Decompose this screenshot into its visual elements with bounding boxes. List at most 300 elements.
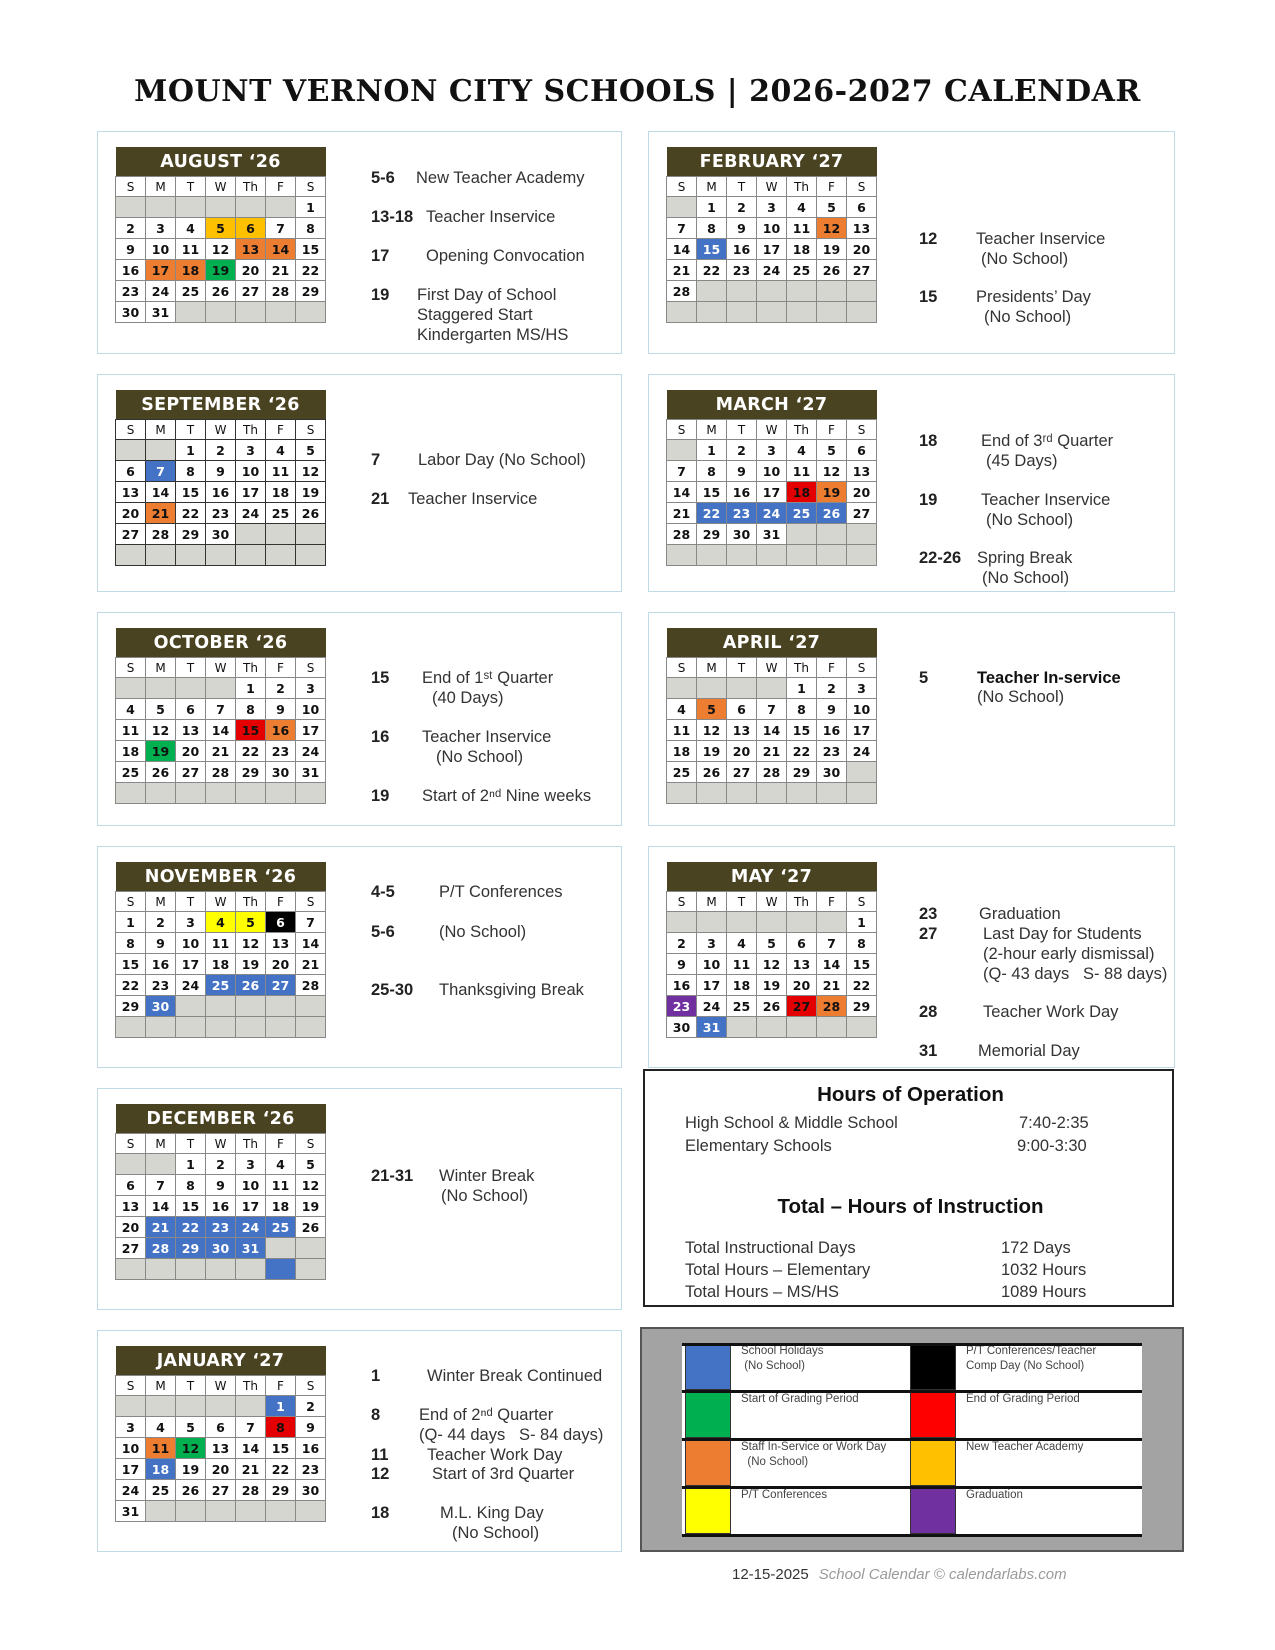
day-cell: 28 <box>146 524 176 545</box>
day-cell <box>697 281 727 302</box>
legend-label: Staff In-Service or Work Day (No School) <box>741 1441 887 1468</box>
day-cell: 21 <box>266 260 296 281</box>
event-description: (Q- 44 days S- 84 days) <box>419 1426 604 1444</box>
weekday-header: S <box>667 658 697 678</box>
day-cell: 3 <box>757 440 787 461</box>
day-cell: 2 <box>727 440 757 461</box>
weekday-header: T <box>176 177 206 197</box>
weekday-header: S <box>667 892 697 912</box>
weekday-header: W <box>757 658 787 678</box>
event-date: 5 <box>919 669 929 687</box>
event-date: 18 <box>919 432 938 450</box>
day-cell: 19 <box>296 1196 326 1217</box>
event-description: Graduation <box>979 905 1061 923</box>
hours-of-operation-box <box>643 1069 1174 1307</box>
totals-label: Total Hours – Elementary <box>685 1261 871 1279</box>
legend-swatch <box>685 1488 731 1534</box>
event-description: First Day of School <box>417 286 557 304</box>
day-cell <box>296 1017 326 1038</box>
day-cell: 4 <box>787 440 817 461</box>
event-date: 16 <box>371 728 390 746</box>
day-cell <box>296 996 326 1017</box>
day-cell: 3 <box>116 1417 146 1438</box>
day-cell <box>266 524 296 545</box>
day-cell: 5 <box>146 699 176 720</box>
day-cell: 13 <box>116 482 146 503</box>
day-cell: 29 <box>266 1480 296 1501</box>
day-cell: 23 <box>146 975 176 996</box>
day-cell: 14 <box>266 239 296 260</box>
day-cell: 1 <box>116 912 146 933</box>
event-description: (45 Days) <box>986 452 1058 470</box>
day-cell <box>266 1259 296 1280</box>
event-date: 19 <box>371 787 390 805</box>
day-cell: 4 <box>176 218 206 239</box>
day-cell: 30 <box>266 762 296 783</box>
event-description: Teacher Work Day <box>983 1003 1119 1021</box>
day-cell: 19 <box>757 975 787 996</box>
day-cell: 26 <box>697 762 727 783</box>
day-cell: 9 <box>727 461 757 482</box>
day-cell: 15 <box>236 720 266 741</box>
day-cell: 2 <box>727 197 757 218</box>
weekday-header: M <box>146 892 176 912</box>
day-cell <box>757 281 787 302</box>
day-cell: 14 <box>296 933 326 954</box>
day-cell: 12 <box>296 461 326 482</box>
day-cell: 18 <box>206 954 236 975</box>
weekday-header: M <box>146 1376 176 1396</box>
legend-label: End of Grading Period <box>966 1393 1080 1405</box>
month-title: NOVEMBER ‘26 <box>116 862 326 892</box>
month-title: DECEMBER ‘26 <box>116 1104 326 1134</box>
day-cell: 6 <box>116 1175 146 1196</box>
day-cell: 27 <box>116 524 146 545</box>
weekday-header: W <box>757 177 787 197</box>
day-cell: 8 <box>847 933 877 954</box>
weekday-header: W <box>206 892 236 912</box>
day-cell: 23 <box>116 281 146 302</box>
weekday-header: S <box>667 420 697 440</box>
day-cell: 1 <box>236 678 266 699</box>
day-cell: 1 <box>847 912 877 933</box>
day-cell: 18 <box>727 975 757 996</box>
day-cell: 9 <box>296 1417 326 1438</box>
footer <box>732 1566 1067 1583</box>
day-cell <box>667 545 697 566</box>
legend-divider <box>682 1486 1142 1489</box>
day-cell: 6 <box>266 912 296 933</box>
weekday-header: F <box>817 420 847 440</box>
day-cell: 30 <box>727 524 757 545</box>
day-cell: 17 <box>146 260 176 281</box>
day-cell: 3 <box>296 678 326 699</box>
day-cell: 18 <box>146 1459 176 1480</box>
day-cell: 4 <box>667 699 697 720</box>
day-cell: 22 <box>116 975 146 996</box>
event-description: P/T Conferences <box>439 883 563 901</box>
day-cell: 4 <box>787 197 817 218</box>
day-cell: 14 <box>757 720 787 741</box>
day-cell: 6 <box>787 933 817 954</box>
day-cell: 16 <box>727 482 757 503</box>
event-date: 15 <box>919 288 938 306</box>
weekday-header: S <box>667 177 697 197</box>
day-cell: 30 <box>296 1480 326 1501</box>
event-description: End of 1ˢᵗ Quarter <box>422 669 554 687</box>
day-cell <box>206 302 236 323</box>
day-cell: 26 <box>817 260 847 281</box>
weekday-header: F <box>266 658 296 678</box>
total-hours-heading: Total – Hours of Instruction <box>777 1195 1044 1218</box>
day-cell <box>206 783 236 804</box>
calendar-august <box>115 147 326 323</box>
month-title: SEPTEMBER ‘26 <box>116 390 326 420</box>
day-cell: 8 <box>236 699 266 720</box>
day-cell: 17 <box>176 954 206 975</box>
day-cell: 25 <box>176 281 206 302</box>
day-cell: 5 <box>296 440 326 461</box>
event-date: 5-6 <box>371 169 395 187</box>
weekday-header: S <box>847 177 877 197</box>
day-cell: 27 <box>847 260 877 281</box>
day-cell: 27 <box>206 1480 236 1501</box>
month-title: JANUARY ‘27 <box>116 1346 326 1376</box>
day-cell: 12 <box>146 720 176 741</box>
event-date: 25-30 <box>371 981 414 999</box>
weekday-header: T <box>176 892 206 912</box>
event-date: 19 <box>371 286 390 304</box>
day-cell <box>206 1017 236 1038</box>
weekday-header: Th <box>236 420 266 440</box>
day-cell: 26 <box>236 975 266 996</box>
day-cell <box>697 783 727 804</box>
day-cell <box>176 1396 206 1417</box>
day-cell <box>727 545 757 566</box>
day-cell <box>116 197 146 218</box>
day-cell: 17 <box>847 720 877 741</box>
day-cell: 11 <box>667 720 697 741</box>
day-cell <box>146 678 176 699</box>
day-cell: 26 <box>206 281 236 302</box>
day-cell: 5 <box>817 440 847 461</box>
day-cell: 24 <box>236 1217 266 1238</box>
day-cell <box>667 302 697 323</box>
day-cell: 11 <box>787 461 817 482</box>
weekday-header: M <box>146 1134 176 1154</box>
calendar-may <box>666 862 877 1038</box>
weekday-header: Th <box>787 658 817 678</box>
day-cell: 31 <box>697 1017 727 1038</box>
day-cell <box>206 1259 236 1280</box>
event-date: 13-18 <box>371 208 414 226</box>
day-cell <box>847 762 877 783</box>
day-cell: 24 <box>296 741 326 762</box>
day-cell: 7 <box>146 461 176 482</box>
weekday-header: M <box>146 658 176 678</box>
day-cell <box>697 302 727 323</box>
day-cell: 6 <box>116 461 146 482</box>
day-cell: 4 <box>266 440 296 461</box>
day-cell: 16 <box>206 482 236 503</box>
day-cell <box>146 1501 176 1522</box>
day-cell: 12 <box>817 461 847 482</box>
calendar-april <box>666 628 877 804</box>
event-description: Teacher Inservice <box>426 208 556 226</box>
day-cell: 2 <box>206 1154 236 1175</box>
day-cell <box>176 302 206 323</box>
day-cell: 17 <box>757 482 787 503</box>
day-cell: 19 <box>697 741 727 762</box>
day-cell: 22 <box>697 503 727 524</box>
event-date: 1 <box>371 1367 381 1385</box>
event-description: New Teacher Academy <box>416 169 585 187</box>
day-cell: 6 <box>847 440 877 461</box>
day-cell: 4 <box>266 1154 296 1175</box>
day-cell: 12 <box>176 1438 206 1459</box>
day-cell: 3 <box>176 912 206 933</box>
day-cell: 16 <box>206 1196 236 1217</box>
weekday-header: M <box>697 177 727 197</box>
legend-label: Start of Grading Period <box>741 1393 859 1405</box>
day-cell: 15 <box>697 482 727 503</box>
month-title: MARCH ‘27 <box>667 390 877 420</box>
day-cell <box>206 197 236 218</box>
day-cell <box>236 1017 266 1038</box>
legend-swatch <box>685 1392 731 1438</box>
event-description: Memorial Day <box>978 1042 1080 1060</box>
day-cell: 27 <box>236 281 266 302</box>
day-cell: 29 <box>236 762 266 783</box>
day-cell: 16 <box>146 954 176 975</box>
event-description: (40 Days) <box>432 689 504 707</box>
day-cell: 22 <box>176 503 206 524</box>
weekday-header: S <box>116 177 146 197</box>
weekday-header: W <box>206 420 236 440</box>
weekday-header: M <box>146 177 176 197</box>
day-cell: 11 <box>266 1175 296 1196</box>
event-date: 27 <box>919 925 938 943</box>
day-cell: 5 <box>296 1154 326 1175</box>
day-cell: 1 <box>176 440 206 461</box>
weekday-header: F <box>266 177 296 197</box>
day-cell: 20 <box>847 482 877 503</box>
weekday-header: Th <box>236 658 266 678</box>
day-cell <box>266 302 296 323</box>
day-cell <box>727 783 757 804</box>
day-cell: 7 <box>206 699 236 720</box>
event-description: (No School) <box>981 250 1069 268</box>
event-description: Start of 2ⁿᵈ Nine weeks <box>422 787 592 805</box>
hours-heading: Hours of Operation <box>817 1083 1004 1106</box>
day-cell: 17 <box>236 1196 266 1217</box>
event-date: 17 <box>371 247 390 265</box>
day-cell: 14 <box>146 482 176 503</box>
day-cell: 18 <box>116 741 146 762</box>
day-cell <box>116 440 146 461</box>
day-cell <box>727 1017 757 1038</box>
day-cell: 24 <box>116 1480 146 1501</box>
day-cell: 16 <box>296 1438 326 1459</box>
day-cell: 6 <box>206 1417 236 1438</box>
day-cell: 10 <box>296 699 326 720</box>
weekday-header: M <box>697 892 727 912</box>
day-cell <box>817 545 847 566</box>
day-cell: 22 <box>296 260 326 281</box>
day-cell: 16 <box>727 239 757 260</box>
day-cell: 25 <box>667 762 697 783</box>
day-cell <box>847 524 877 545</box>
day-cell <box>236 783 266 804</box>
legend-divider <box>682 1534 1142 1537</box>
day-cell: 5 <box>697 699 727 720</box>
weekday-header: T <box>176 1376 206 1396</box>
weekday-header: Th <box>787 177 817 197</box>
day-cell <box>787 912 817 933</box>
day-cell: 20 <box>787 975 817 996</box>
day-cell <box>847 783 877 804</box>
legend-divider <box>682 1343 1142 1346</box>
weekday-header: T <box>727 420 757 440</box>
day-cell: 15 <box>787 720 817 741</box>
day-cell: 9 <box>206 461 236 482</box>
calendar-february <box>666 147 877 323</box>
event-description: M.L. King Day <box>440 1504 544 1522</box>
day-cell: 19 <box>817 239 847 260</box>
event-date: 19 <box>919 491 938 509</box>
day-cell: 10 <box>757 218 787 239</box>
weekday-header: S <box>296 177 326 197</box>
day-cell <box>817 783 847 804</box>
day-cell: 14 <box>817 954 847 975</box>
day-cell: 13 <box>847 461 877 482</box>
day-cell: 2 <box>817 678 847 699</box>
day-cell: 7 <box>667 218 697 239</box>
event-date: 15 <box>371 669 390 687</box>
day-cell: 16 <box>116 260 146 281</box>
legend-grid <box>682 1343 1142 1536</box>
day-cell: 6 <box>727 699 757 720</box>
day-cell: 8 <box>176 461 206 482</box>
day-cell <box>697 678 727 699</box>
day-cell: 12 <box>757 954 787 975</box>
day-cell: 24 <box>847 741 877 762</box>
day-cell: 30 <box>667 1017 697 1038</box>
day-cell: 16 <box>817 720 847 741</box>
day-cell: 17 <box>236 482 266 503</box>
weekday-header: M <box>146 420 176 440</box>
day-cell <box>236 1259 266 1280</box>
day-cell: 28 <box>667 524 697 545</box>
day-cell <box>817 912 847 933</box>
day-cell <box>116 1259 146 1280</box>
day-cell: 7 <box>296 912 326 933</box>
event-date: 31 <box>919 1042 938 1060</box>
day-cell: 19 <box>296 482 326 503</box>
day-cell <box>757 912 787 933</box>
day-cell: 13 <box>266 933 296 954</box>
day-cell <box>146 440 176 461</box>
day-cell: 23 <box>727 503 757 524</box>
day-cell: 12 <box>296 1175 326 1196</box>
day-cell: 11 <box>206 933 236 954</box>
day-cell <box>146 1259 176 1280</box>
day-cell: 8 <box>176 1175 206 1196</box>
day-cell: 3 <box>236 1154 266 1175</box>
day-cell: 11 <box>146 1438 176 1459</box>
day-cell: 25 <box>727 996 757 1017</box>
day-cell: 4 <box>727 933 757 954</box>
hours-value: 7:40-2:35 <box>1019 1114 1089 1132</box>
day-cell <box>206 1501 236 1522</box>
day-cell: 23 <box>266 741 296 762</box>
day-cell: 9 <box>817 699 847 720</box>
day-cell: 5 <box>236 912 266 933</box>
day-cell: 28 <box>757 762 787 783</box>
day-cell <box>296 545 326 566</box>
event-description: Teacher Inservice <box>422 728 552 746</box>
day-cell: 8 <box>697 461 727 482</box>
day-cell: 11 <box>727 954 757 975</box>
day-cell: 14 <box>236 1438 266 1459</box>
day-cell: 11 <box>787 218 817 239</box>
weekday-header: S <box>116 1376 146 1396</box>
day-cell: 20 <box>727 741 757 762</box>
day-cell <box>296 783 326 804</box>
day-cell: 23 <box>667 996 697 1017</box>
day-cell: 10 <box>236 461 266 482</box>
legend-label: School Holidays (No School) <box>741 1345 824 1372</box>
day-cell: 13 <box>847 218 877 239</box>
legend-label: Graduation <box>966 1489 1023 1501</box>
day-cell <box>296 1501 326 1522</box>
event-description: Labor Day (No School) <box>418 451 586 469</box>
event-date: 28 <box>919 1003 938 1021</box>
day-cell: 9 <box>116 239 146 260</box>
legend-swatch <box>910 1392 956 1438</box>
day-cell: 10 <box>176 933 206 954</box>
event-description: (2-hour early dismissal) <box>983 945 1155 963</box>
day-cell: 28 <box>817 996 847 1017</box>
event-date: 7 <box>371 451 381 469</box>
day-cell: 15 <box>116 954 146 975</box>
day-cell: 2 <box>667 933 697 954</box>
event-description: Opening Convocation <box>426 247 585 265</box>
day-cell <box>847 302 877 323</box>
day-cell: 21 <box>667 503 697 524</box>
day-cell: 7 <box>236 1417 266 1438</box>
event-description: (No School) <box>452 1524 540 1542</box>
weekday-header: Th <box>787 892 817 912</box>
weekday-header: Th <box>236 177 266 197</box>
day-cell: 17 <box>697 975 727 996</box>
day-cell: 30 <box>146 996 176 1017</box>
day-cell: 29 <box>116 996 146 1017</box>
totals-label: Total Instructional Days <box>685 1239 856 1257</box>
day-cell: 7 <box>667 461 697 482</box>
day-cell <box>667 783 697 804</box>
day-cell: 1 <box>697 440 727 461</box>
day-cell: 2 <box>206 440 236 461</box>
legend-swatch <box>685 1440 731 1486</box>
event-date: 21-31 <box>371 1167 414 1185</box>
day-cell: 2 <box>116 218 146 239</box>
day-cell: 11 <box>266 461 296 482</box>
day-cell <box>757 783 787 804</box>
day-cell: 21 <box>817 975 847 996</box>
day-cell: 19 <box>206 260 236 281</box>
day-cell: 10 <box>236 1175 266 1196</box>
